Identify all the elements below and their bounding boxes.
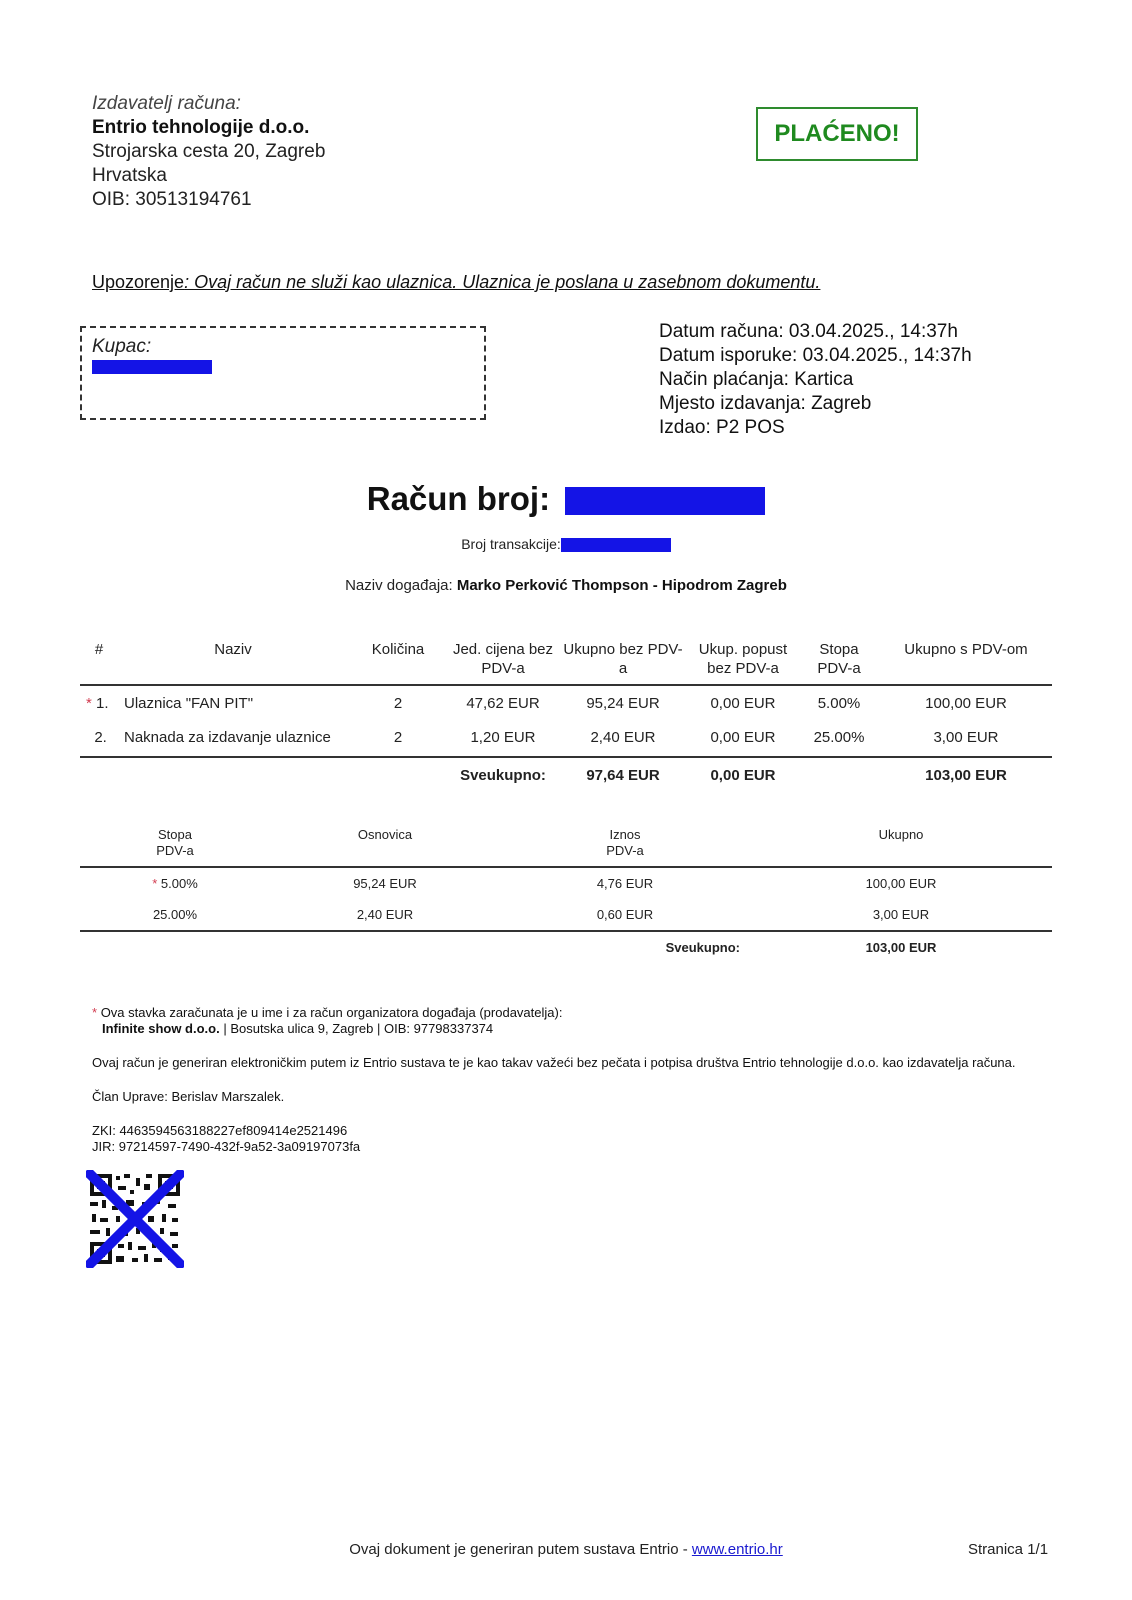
- col-vat-rate: Stopa PDV-a: [817, 641, 861, 677]
- item-name: Ulaznica "FAN PIT": [124, 695, 254, 712]
- total-label: Sveukupno:: [460, 767, 546, 784]
- vat-rate-text: 5.00%: [160, 876, 198, 891]
- vat-amount: 4,76 EUR: [596, 876, 654, 891]
- seller-name: Infinite show d.o.o.: [102, 1021, 220, 1036]
- vat-col-rate: [80, 825, 270, 867]
- board-member: Član Uprave: Berislav Marszalek.: [92, 1089, 285, 1104]
- issuer-oib: OIB: 30513194761: [92, 189, 252, 210]
- vat-base: 95,24 EUR: [353, 876, 417, 891]
- col-number: #: [94, 641, 104, 658]
- transaction-line: [0, 536, 1132, 552]
- vat-col-rate-label: Stopa PDV-a: [156, 827, 194, 858]
- invoice-title: [0, 480, 1132, 518]
- vat-total-row: [80, 931, 1052, 963]
- warning-label: Upozorenje: [92, 272, 185, 292]
- event-name: Marko Perković Thompson - Hipodrom Zagreb: [456, 577, 787, 594]
- buyer-box: [80, 326, 486, 420]
- issue-place: Mjesto izdavanja: Zagreb: [659, 393, 872, 414]
- row-number: [80, 685, 118, 720]
- item-net: 2,40 EUR: [590, 729, 656, 746]
- vat-header-row: [80, 825, 1052, 867]
- page-number: Stranica 1/1: [968, 1541, 1049, 1558]
- vat-amount: 0,60 EUR: [596, 907, 654, 922]
- item-vat-rate: 5.00%: [817, 695, 861, 712]
- item-quantity: 2: [393, 695, 403, 712]
- vat-total: 3,00 EUR: [872, 907, 930, 922]
- items-header-row: [80, 636, 1052, 685]
- vat-rate: 25.00%: [152, 907, 198, 922]
- footer-text: Ovaj dokument je generiran putem sustava Entrio -: [349, 1541, 692, 1558]
- warning-text: : Ovaj račun ne služi kao ulaznica. Ulaznica je poslana u zasebnom dokumentu.: [184, 272, 821, 292]
- item-name: Naknada za izdavanje ulaznice: [124, 729, 331, 746]
- invoice-number-redaction: [565, 487, 765, 515]
- vat-table: [80, 825, 1052, 963]
- table-row: [80, 899, 1052, 931]
- issuer-country: Hrvatska: [92, 165, 167, 186]
- vat-col-amount: [500, 825, 750, 867]
- row-number-text: 2.: [94, 729, 107, 746]
- items-table: [80, 636, 1052, 792]
- item-discount: 0,00 EUR: [710, 695, 776, 712]
- transaction-redaction: [561, 538, 671, 552]
- agency-star: *: [152, 876, 158, 891]
- vat-base: 2,40 EUR: [356, 907, 414, 922]
- item-unit-price: 47,62 EUR: [466, 695, 540, 712]
- total-gross: 103,00 EUR: [925, 767, 1007, 784]
- vat-total: 100,00 EUR: [865, 876, 937, 891]
- vat-total-label: Sveukupno:: [665, 940, 740, 955]
- issuer-label: Izdavatelj računa:: [92, 93, 241, 114]
- invoice-notes: [92, 1005, 1016, 1155]
- issued-by: Izdao: P2 POS: [659, 417, 785, 438]
- issuer-address: Strojarska cesta 20, Zagreb: [92, 141, 326, 162]
- delivery-date: Datum isporuke: 03.04.2025., 14:37h: [659, 345, 972, 366]
- ticket-warning: [92, 272, 820, 293]
- col-gross-total: Ukupno s PDV-om: [904, 641, 1028, 658]
- agency-text: Ova stavka zaračunata je u ime i za račun organizatora događaja (prodavatelja):: [100, 1005, 563, 1020]
- total-net: 97,64 EUR: [586, 767, 660, 784]
- event-label: Naziv događaja:: [345, 577, 453, 594]
- table-row: [80, 720, 1052, 757]
- row-number: [80, 720, 118, 757]
- zki-code: ZKI: 4463594563188227ef809414e2521496: [92, 1123, 348, 1138]
- entrio-link[interactable]: www.entrio.hr: [691, 1541, 783, 1558]
- qr-code: [86, 1170, 184, 1268]
- table-row: [80, 867, 1052, 899]
- issuer-name: Entrio tehnologije d.o.o.: [92, 117, 310, 138]
- total-discount: 0,00 EUR: [710, 767, 776, 784]
- col-unit-price: Jed. cijena bez PDV-a: [452, 641, 554, 677]
- event-line: [0, 577, 1132, 594]
- invoice-date: Datum računa: 03.04.2025., 14:37h: [659, 321, 958, 342]
- item-unit-price: 1,20 EUR: [470, 729, 536, 746]
- item-gross: 3,00 EUR: [933, 729, 999, 746]
- agency-note: [92, 1005, 1016, 1021]
- vat-rate: [80, 867, 270, 899]
- vat-col-base: Osnovica: [357, 827, 413, 842]
- col-quantity: Količina: [371, 641, 425, 658]
- invoice-number-label: Račun broj:: [366, 480, 551, 517]
- buyer-name-redaction: [92, 360, 212, 374]
- buyer-label: Kupac:: [92, 336, 152, 357]
- agency-star: *: [92, 1005, 98, 1020]
- item-quantity: 2: [393, 729, 403, 746]
- vat-col-amount-label: Iznos PDV-a: [606, 827, 644, 858]
- paid-stamp: PLAĆENO!: [756, 107, 918, 161]
- spacer: [80, 931, 500, 963]
- row-number-text: 1.: [96, 695, 109, 712]
- agency-star: *: [86, 695, 92, 712]
- table-row: [80, 685, 1052, 720]
- vat-col-total: Ukupno: [878, 827, 924, 842]
- page-footer: [0, 1541, 1132, 1558]
- item-net: 95,24 EUR: [586, 695, 660, 712]
- col-name: Naziv: [214, 641, 252, 658]
- item-vat-rate: 25.00%: [813, 729, 865, 746]
- transaction-label: Broj transakcije:: [461, 536, 561, 552]
- col-discount: Ukup. popust bez PDV-a: [698, 641, 788, 677]
- seller-details: | Bosutska ulica 9, Zagreb | OIB: 97798337374: [219, 1021, 494, 1036]
- payment-method: Način plaćanja: Kartica: [659, 369, 854, 390]
- items-total-row: [80, 757, 1052, 792]
- issuer-block: [92, 92, 325, 212]
- spacer: [80, 757, 448, 792]
- invoice-meta: [659, 320, 972, 440]
- item-discount: 0,00 EUR: [710, 729, 776, 746]
- col-net-total: Ukupno bez PDV-a: [563, 641, 683, 677]
- vat-grand-total: 103,00 EUR: [865, 940, 937, 955]
- seller-line: [92, 1021, 1016, 1037]
- spacer: [798, 757, 880, 792]
- item-gross: 100,00 EUR: [925, 695, 1007, 712]
- electronic-note: Ovaj račun je generiran elektroničkim putem iz Entrio sustava te je kao takav važeći bez pečata i potpisa društva Entrio tehnologije d.o.o. kao izdavatelja računa.: [92, 1055, 1016, 1070]
- jir-code: JIR: 97214597-7490-432f-9a52-3a09197073fa: [92, 1139, 361, 1154]
